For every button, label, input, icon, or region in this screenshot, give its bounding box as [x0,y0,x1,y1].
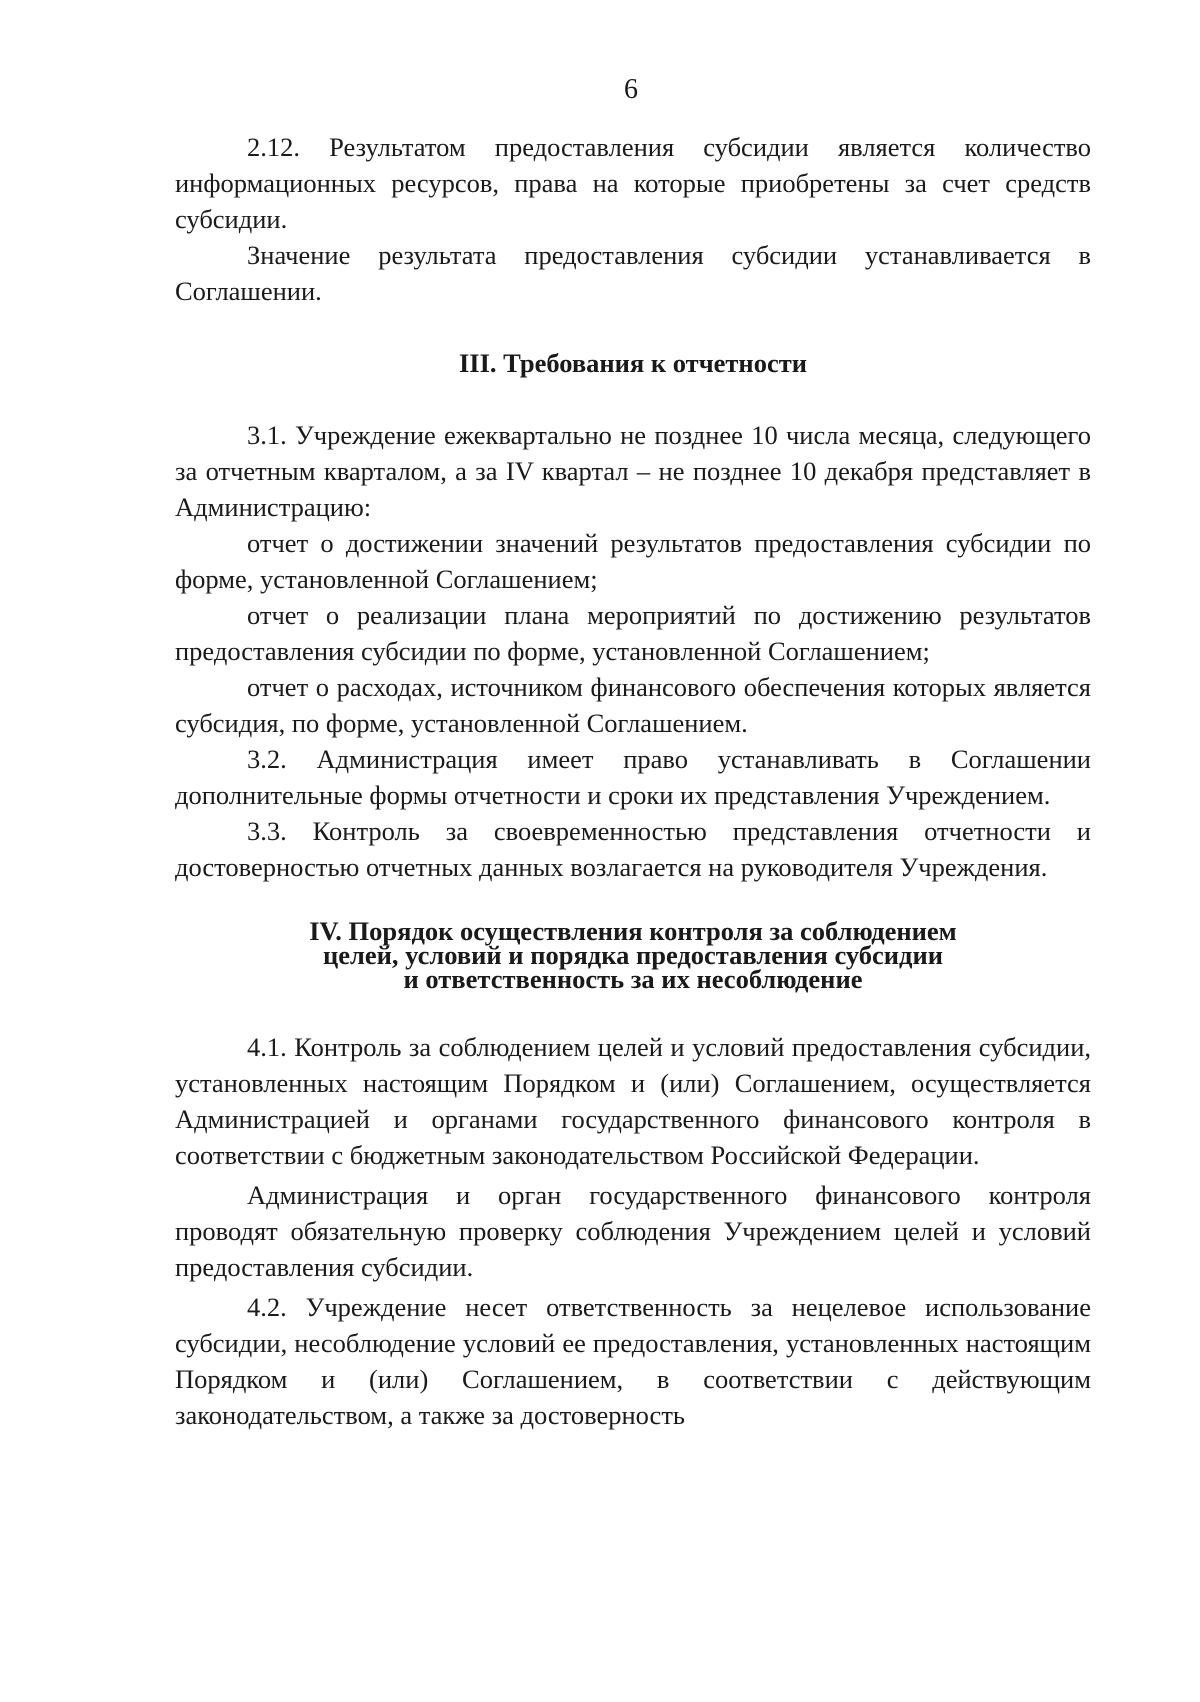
paragraph-4-1: 4.1. Контроль за соблюдением целей и условий предоставления субсидии, установленных настоящим Порядком и (или) Соглашением, осуществляется Администрацией и органами государственного финансового контроля в соответствии с бюджетным законодательством Российской Федерации. [175,1032,1091,1170]
paragraph-3-1-report-3: отчет о расходах, источником финансового обеспечения которых является субсидия, по форме, установленной Соглашением. [175,672,1091,738]
paragraph-4-2: 4.2. Учреждение несет ответственность за нецелевое использование субсидии, несоблюдение условий ее предоставления, установленных настоящим Порядком и (или) Соглашением, в соответствии с действующим законодательством, а также за достоверность [175,1292,1091,1430]
document-body [175,129,1091,1433]
page-number: 6 [624,74,638,105]
section-heading-3: III. Требования к отчетности [458,348,807,378]
section-heading-4 [175,916,1091,994]
paragraph-4-1-check: Администрация и орган государственного финансового контроля проводят обязательную проверку соблюдения Учреждением целей и условий предоставления субсидии. [175,1180,1091,1282]
paragraph-3-1-report-1: отчет о достижении значений результатов предоставления субсидии по форме, установленной Соглашением; [175,528,1091,594]
section-heading-4-line-2: целей, условий и порядка предоставления субсидии [323,940,943,970]
paragraph-2-12: 2.12. Результатом предоставления субсидии является количество информационных ресурсов, права на которые приобретены за счет средств субсидии. [175,132,1091,234]
paragraph-3-2: 3.2. Администрация имеет право устанавливать в Соглашении дополнительные формы отчетности и сроки их представления Учреждением. [175,744,1091,810]
paragraph-3-1-report-2: отчет о реализации плана мероприятий по достижению результатов предоставления субсидии по форме, установленной Соглашением; [175,600,1091,666]
section-heading-4-line-1: IV. Порядок осуществления контроля за соблюдением [309,916,957,946]
paragraph-3-3: 3.3. Контроль за своевременностью представления отчетности и достоверностью отчетных данных возлагается на руководителя Учреждения. [175,816,1091,882]
paragraph-3-1: 3.1. Учреждение ежеквартально не позднее 10 числа месяца, следующего за отчетным кварталом, а за IV квартал – не позднее 10 декабря представляет в Администрацию: [175,420,1091,522]
paragraph-2-12-value: Значение результата предоставления субсидии устанавливается в Соглашении. [175,240,1091,306]
section-heading-4-line-3: и ответственность за их несоблюдение [403,964,863,994]
